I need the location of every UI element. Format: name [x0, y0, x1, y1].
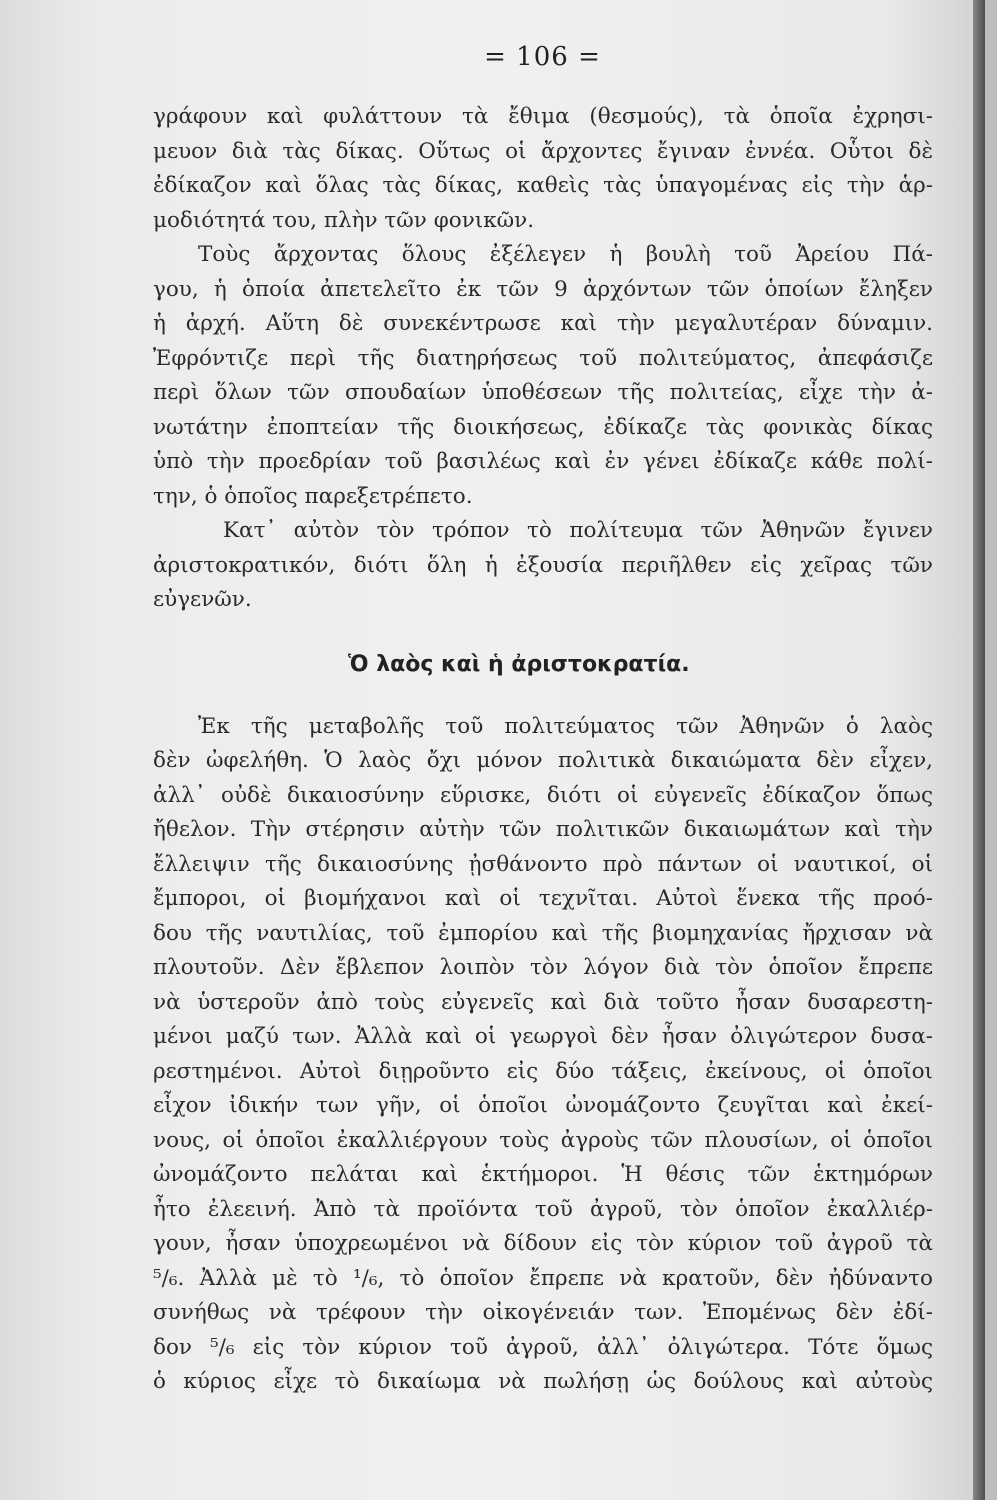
text-line: Κατ᾽ αὐτὸν τὸν τρόπον τὸ πολίτευμα τῶν Ἀθηνῶν ἔγινεν	[223, 518, 933, 543]
text-line: Τοὺς ἄρχοντας ὅλους ἐξέλεγεν ἡ βουλὴ τοῦ Ἀρείου Πά-	[198, 242, 933, 267]
text-line: πλουτοῦν. Δὲν ἔβλεπον λοιπὸν τὸν λόγον διὰ τὸν ὁποῖον ἔπρεπε	[153, 955, 933, 980]
text-line: δὲν ὠφελήθη. Ὁ λαὸς ὄχι μόνον πολιτικὰ δικαιώματα δὲν εἶχεν,	[153, 748, 933, 773]
text-line: ἤθελον. Τὴν στέρησιν αὐτὴν τῶν πολιτικῶν δικαιωμάτων καὶ τὴν	[153, 817, 933, 842]
text-line: γράφουν καὶ φυλάττουν τὰ ἔθιμα (θεσμούς), τὰ ὁποῖα ἐχρησι-	[153, 104, 933, 129]
text-line: ἔμποροι, οἱ βιομήχανοι καὶ οἱ τεχνῖται. Αὐτοὶ ἕνεκα τῆς προό-	[153, 886, 933, 911]
page-body-text	[153, 100, 933, 1400]
text-line: ρεστημένοι. Αὐτοὶ διῃροῦντο εἰς δύο τάξεις, ἐκείνους, οἱ ὁποῖοι	[153, 1058, 933, 1084]
text-line: ἔλλειψιν τῆς δικαιοσύνης ᾐσθάνοντο πρὸ πάντων οἱ ναυτικοί, οἱ	[153, 851, 933, 877]
page-number: = 106 =	[484, 42, 601, 72]
text-line: συνήθως νὰ τρέφουν τὴν οἰκογένειάν των. Ἐπομένως δὲν ἐδί-	[153, 1300, 933, 1325]
text-line: ὁ κύριος εἶχε τὸ δικαίωμα νὰ πωλήσῃ ὡς δούλους καὶ αὐτοὺς	[153, 1369, 933, 1394]
heading-spacer	[153, 698, 933, 710]
text-line: ὑπὸ τὴν προεδρίαν τοῦ βασιλέως καὶ ἐν γένει ἐδίκαζε κάθε πολί-	[153, 449, 933, 474]
text-line: ἡ ἀρχή. Αὕτη δὲ συνεκέντρωσε καὶ τὴν μεγαλυτέραν δύναμιν.	[153, 311, 933, 336]
text-line: γου, ἡ ὁποία ἀπετελεῖτο ἐκ τῶν 9 ἀρχόντων τῶν ὁποίων ἔληξεν	[153, 276, 933, 302]
text-line: μευον διὰ τὰς δίκας. Οὕτως οἱ ἄρχοντες ἔγιναν ἐννέα. Οὗτοι δὲ	[153, 138, 933, 164]
text-line: νους, οἱ ὁποῖοι ἐκαλλιέργουν τοὺς ἀγροὺς τῶν πλουσίων, οἱ ὁποῖοι	[153, 1127, 933, 1153]
text-line: ἀλλ᾽ οὐδὲ δικαιοσύνην εὕρισκε, διότι οἱ εὐγενεῖς ἐδίκαζον ὅπως	[153, 782, 933, 808]
text-line: ⁵/₆. Ἀλλὰ μὲ τὸ ¹/₆, τὸ ὁποῖον ἔπρεπε νὰ κρατοῦν, δὲν ἠδύναντο	[153, 1265, 933, 1291]
text-line: εἶχον ἰδικήν των γῆν, οἱ ὁποῖοι ὠνομάζοντο ζευγῖται καὶ ἐκεί-	[153, 1093, 933, 1118]
text-line: νὰ ὑστεροῦν ἀπὸ τοὺς εὐγενεῖς καὶ διὰ τοῦτο ἦσαν δυσαρεστη-	[153, 989, 933, 1015]
text-line: μοδιότητά του, πλὴν τῶν φονικῶν.	[153, 207, 535, 233]
text-line: περὶ ὅλων τῶν σπουδαίων ὑποθέσεων τῆς πολιτείας, εἶχε τὴν ἀ-	[153, 380, 933, 405]
text-line: δου τῆς ναυτιλίας, τοῦ ἐμπορίου καὶ τῆς βιομηχανίας ἤρχισαν νὰ	[153, 920, 933, 946]
text-line: γουν, ἦσαν ὑποχρεωμένοι νὰ δίδουν εἰς τὸν κύριον τοῦ ἀγροῦ τὰ	[153, 1231, 933, 1256]
text-line: δον ⁵/₆ εἰς τὸν κύριον τοῦ ἀγροῦ, ἀλλ᾽ ὀλιγώτερα. Τότε ὅμως	[153, 1334, 933, 1360]
text-line: Ἐφρόντιζε περὶ τῆς διατηρήσεως τοῦ πολιτεύματος, ἀπεφάσιζε	[153, 345, 933, 371]
text-line: ἀριστοκρατικόν, διότι ὅλη ἡ ἐξουσία περιῆλθεν εἰς χεῖρας τῶν	[153, 552, 933, 578]
text-line: Ἐκ τῆς μεταβολῆς τοῦ πολιτεύματος τῶν Ἀθηνῶν ὁ λαὸς	[198, 713, 933, 739]
text-line: ἦτο ἐλεεινή. Ἀπὸ τὰ προϊόντα τοῦ ἀγροῦ, τὸν ὁποῖον ἐκαλλιέρ-	[153, 1196, 933, 1222]
text-line: την, ὁ ὁποῖος παρεξετρέπετο.	[153, 483, 473, 509]
text-line: νωτάτην ἐποπτείαν τῆς διοικήσεως, ἐδίκαζε τὰς φονικὰς δίκας	[153, 414, 933, 440]
text-line: ὠνομάζοντο πελάται καὶ ἑκτήμοροι. Ἡ θέσις τῶν ἑκτημόρων	[153, 1162, 933, 1187]
text-line: εὐγενῶν.	[153, 587, 252, 612]
text-line: ἐδίκαζον καὶ ὅλας τὰς δίκας, καθεὶς τὰς ὑπαγομένας εἰς τὴν ἁρ-	[153, 173, 933, 198]
section-heading: Ὁ λαὸς καὶ ἡ ἀριστοκρατία.	[348, 651, 690, 677]
text-line: μένοι μαζύ των. Ἀλλὰ καὶ οἱ γεωργοὶ δὲν ἦσαν ὀλιγώτερον δυσα-	[153, 1024, 933, 1049]
page-edge-shadow	[973, 0, 985, 1500]
